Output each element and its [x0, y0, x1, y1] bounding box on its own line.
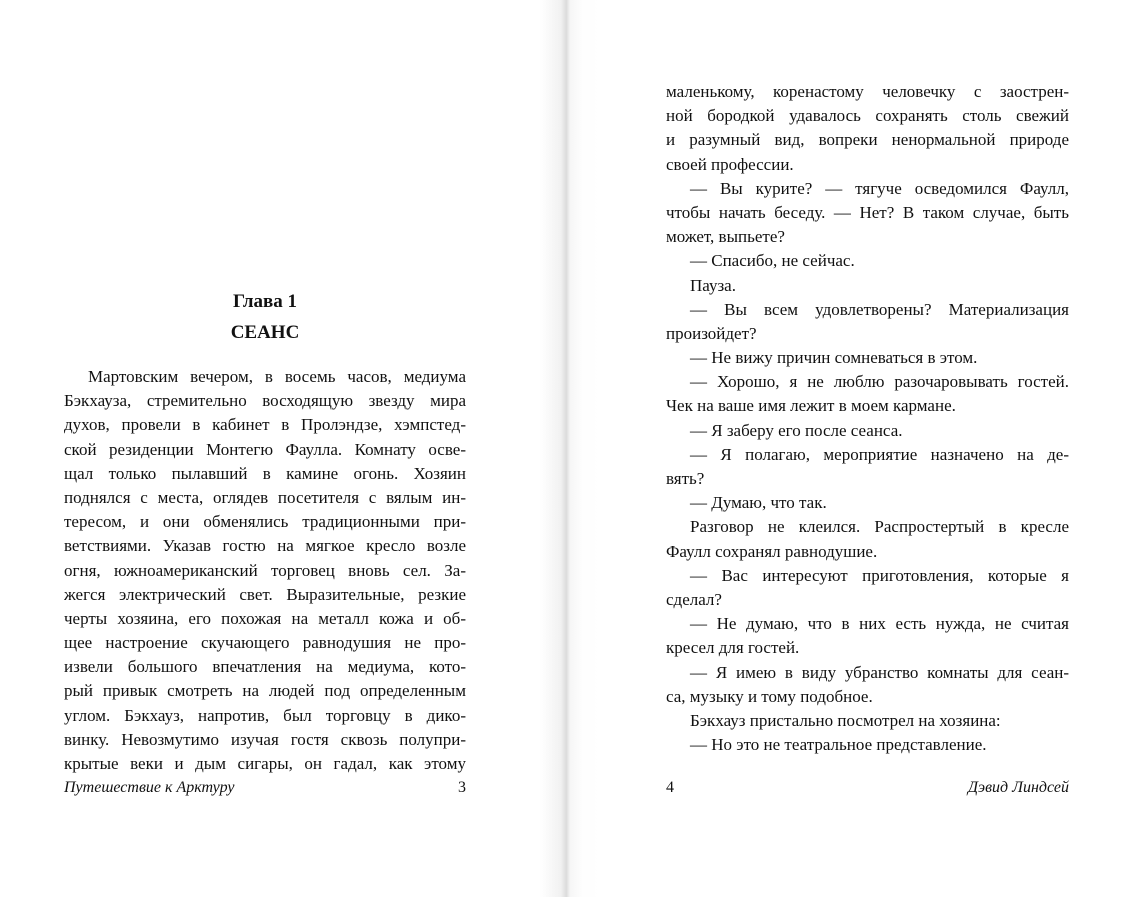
running-author: Дэвид Линдсей: [967, 779, 1069, 796]
text-line: — Я заберу его после сеанса.: [690, 420, 903, 440]
text-line: углом. Бэкхауз, напротив, был торговцу в дико-: [64, 705, 466, 725]
text-line: жегся электрический свет. Выразительные, резкие: [64, 584, 466, 604]
text-line: своей профессии.: [666, 154, 794, 174]
page-number-left: 3: [458, 779, 466, 796]
text-line: — Но это не театральное представление.: [690, 735, 987, 755]
text-line: Разговор не клеился. Распростертый в кресле: [690, 517, 1069, 537]
text-line: Чек на ваше имя лежит в моем кармане.: [666, 396, 956, 416]
text-line: сделал?: [666, 589, 722, 609]
text-line: рый привык смотреть на людей под определенным: [64, 681, 466, 701]
text-line: Пауза.: [690, 275, 736, 295]
text-line: Мартовским вечером, в восемь часов, медиума: [88, 367, 466, 386]
text-line: — Думаю, что так.: [690, 493, 827, 513]
left-body-text: [64, 365, 466, 776]
right-body-text: [666, 80, 1069, 757]
text-line: Бэкхауз пристально посмотрел на хозяина:: [690, 710, 1001, 730]
text-line: маленькому, коренастому человечку с заострен-: [666, 82, 1069, 101]
text-line: огня, южноамериканский торговец вновь сел. За-: [64, 560, 466, 580]
text-line: поднялся с места, оглядев посетителя с вялым ин-: [64, 487, 466, 507]
text-line: щее настроение скучающего равнодушия не про-: [64, 633, 466, 653]
text-line: — Не вижу причин сомневаться в этом.: [690, 348, 978, 368]
text-line: ветствиями. Указав гостю на мягкое кресло возле: [64, 536, 466, 556]
text-line: духов, провели в кабинет в Пролэндзе, хэмпстед-: [64, 415, 466, 435]
text-line: — Вас интересуют приготовления, которые я: [690, 565, 1069, 585]
text-line: извели большого впечатления на медиума, кото-: [64, 657, 466, 677]
text-line: — Я полагаю, мероприятие назначено на де-: [690, 444, 1069, 464]
text-line: и разумный вид, вопреки ненормальной природе: [666, 130, 1069, 150]
text-line: ной бородкой удавалось сохранять столь свежий: [666, 106, 1069, 126]
chapter-number: Глава 1: [232, 291, 298, 312]
text-line: чтобы начать беседу. — Нет? В таком случае, быть: [666, 202, 1069, 222]
text-line: кресел для гостей.: [666, 638, 800, 658]
text-line: Бэкхауза, стремительно восходящую звезду мира: [64, 391, 466, 411]
text-line: тересом, и они обменялись традиционными при-: [64, 512, 466, 532]
text-line: винку. Невозмутимо изучая гостя сквозь полупри-: [64, 729, 466, 749]
text-line: — Спасибо, не сейчас.: [690, 251, 855, 271]
text-line: — Я имею в виду убранство комнаты для сеан-: [690, 662, 1069, 682]
text-line: может, выпьете?: [666, 227, 785, 247]
text-line: — Вы всем удовлетворены? Материализация: [690, 299, 1069, 319]
text-line: — Хорошо, я не люблю разочаровывать гостей.: [690, 372, 1069, 392]
left-page: [0, 0, 566, 897]
text-line: щал только пылавший в камине огонь. Хозяин: [64, 463, 466, 483]
text-line: черты хозяина, его похожая на металл кожа и об-: [64, 608, 466, 628]
text-line: — Вы курите? — тягуче осведомился Фаулл,: [690, 178, 1069, 198]
text-line: вять?: [666, 469, 705, 488]
text-line: произойдет?: [666, 323, 757, 343]
text-line: са, музыку и тому подобное.: [666, 686, 873, 706]
running-title: Путешествие к Арктуру: [64, 779, 235, 796]
chapter-title: СЕАНС: [230, 322, 300, 343]
text-line: ской резиденции Монтегю Фаулла. Комнату осве-: [64, 439, 466, 459]
text-line: крытые веки и дым сигары, он гадал, как этому: [64, 754, 466, 773]
text-line: Фаулл сохранял равнодушие.: [666, 541, 878, 561]
text-line: — Не думаю, что в них есть нужда, не считая: [690, 614, 1069, 634]
page-number-right: 4: [666, 779, 674, 796]
